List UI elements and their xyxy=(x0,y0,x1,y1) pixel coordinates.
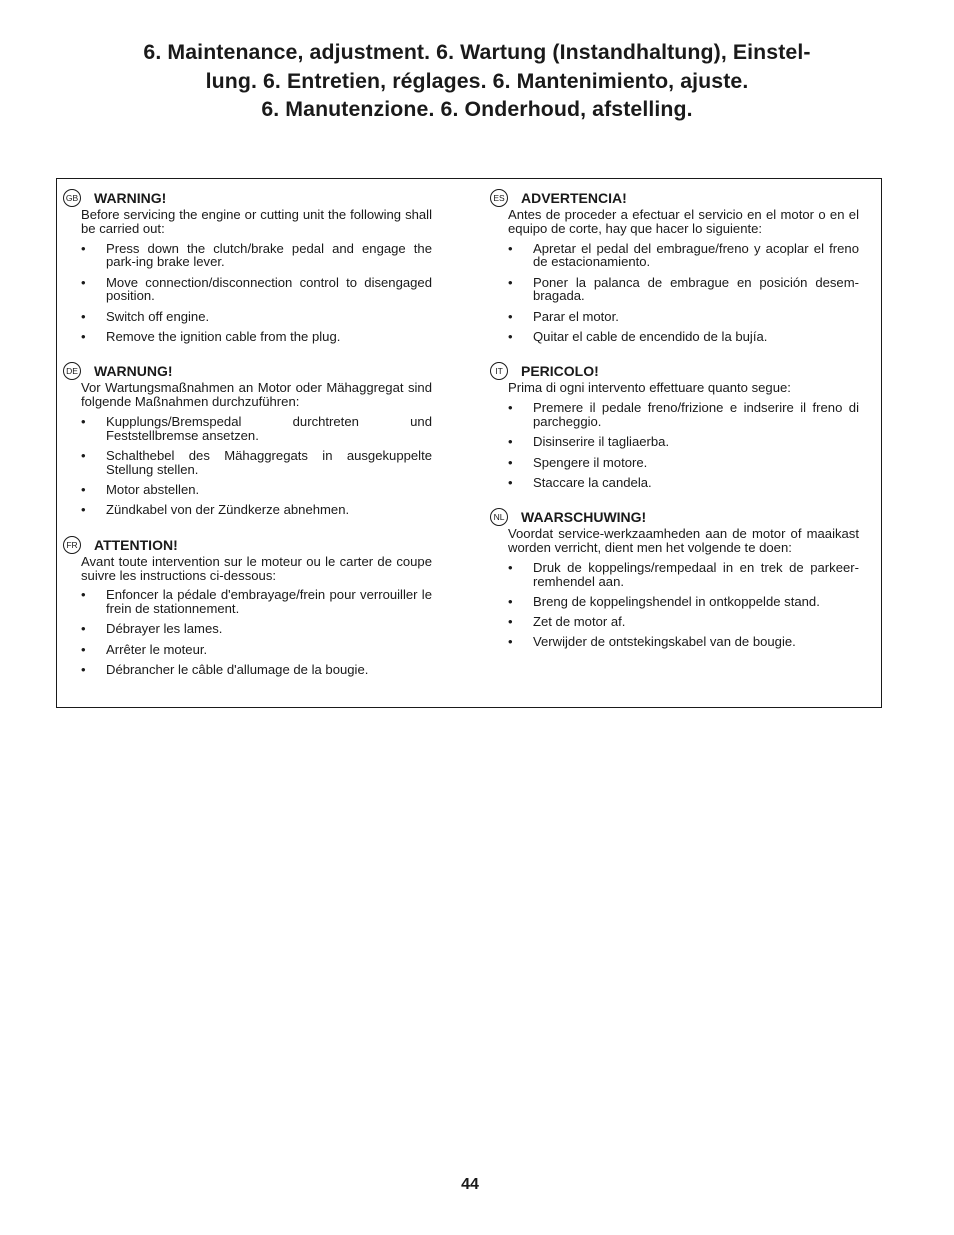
page-number: 44 xyxy=(461,1176,479,1193)
title-line: 6. Maintenance, adjustment. 6. Wartung (Instandhaltung), Einstel- xyxy=(143,40,811,64)
list-item: • Zet de motor af. xyxy=(533,615,859,629)
language-badge-icon: DE xyxy=(63,362,81,380)
section-nl xyxy=(490,509,859,649)
section-intro: Voordat service-werkzaamheden aan de motor of maaikast worden verricht, dient men het volgende te doen: xyxy=(508,526,859,555)
page-title xyxy=(40,38,914,124)
section-it xyxy=(490,363,859,489)
list-item: • Schalthebel des Mähaggregats in ausgekuppelte Stellung stellen. xyxy=(106,449,432,477)
section-es xyxy=(490,190,859,344)
language-badge-icon: IT xyxy=(490,362,508,380)
instruction-list xyxy=(490,401,859,489)
section-header xyxy=(490,363,859,379)
list-item: • Disinserire il tagliaerba. xyxy=(533,435,859,449)
section-heading: PERICOLO! xyxy=(521,363,599,380)
section-header xyxy=(490,509,859,525)
language-badge-icon: FR xyxy=(63,536,81,554)
list-item: • Quitar el cable de encendido de la bujía. xyxy=(533,330,859,344)
list-item: • Motor abstellen. xyxy=(106,483,432,497)
language-badge-icon: GB xyxy=(63,189,81,207)
language-badge-icon: NL xyxy=(490,508,508,526)
list-item: • Premere il pedale freno/frizione e indserire il freno di parcheggio. xyxy=(533,401,859,429)
list-item: • Arrêter le moteur. xyxy=(106,643,432,657)
section-intro: Vor Wartungsmaßnahmen an Motor oder Mähaggregat sind folgende Maßnahmen durchzuführen: xyxy=(81,380,432,410)
list-item: • Enfoncer la pédale d'embrayage/frein pour verrouiller le frein de stationnement. xyxy=(106,588,432,616)
section-gb xyxy=(63,190,432,344)
safety-warning-box xyxy=(56,178,882,708)
left-column xyxy=(63,190,432,696)
list-item: • Débrayer les lames. xyxy=(106,622,432,636)
section-heading: WAARSCHUWING! xyxy=(521,509,647,526)
section-header xyxy=(63,363,432,379)
section-intro: Prima di ogni intervento effettuare quanto segue: xyxy=(508,380,791,396)
list-item: • Remove the ignition cable from the plug. xyxy=(106,330,432,344)
list-item: • Druk de koppelings/rempedaal in en trek de parkeer-remhendel aan. xyxy=(533,561,859,589)
list-item: • Spengere il motore. xyxy=(533,456,859,470)
list-item: • Staccare la candela. xyxy=(533,476,859,490)
section-intro: Antes de proceder a efectuar el servicio en el motor o en el equipo de corte, hay que hacer lo siguiente: xyxy=(508,207,859,236)
list-item: • Switch off engine. xyxy=(106,310,432,324)
list-item: • Verwijder de ontstekingskabel van de bougie. xyxy=(533,635,859,649)
section-heading: ATTENTION! xyxy=(94,536,178,553)
section-header xyxy=(63,190,432,206)
list-item: • Breng de koppelingshendel in ontkoppelde stand. xyxy=(533,595,859,609)
list-item: • Press down the clutch/brake pedal and engage the park-ing brake lever. xyxy=(106,242,432,270)
list-item: • Poner la palanca de embrague en posición desem-bragada. xyxy=(533,276,859,304)
instruction-list xyxy=(63,415,432,517)
title-line: lung. 6. Entretien, réglages. 6. Mantenimiento, ajuste. xyxy=(205,68,749,93)
section-heading: ADVERTENCIA! xyxy=(521,190,627,206)
section-intro: Avant toute intervention sur le moteur ou le carter de coupe suivre les instructions ci-dessous: xyxy=(81,553,432,583)
right-column xyxy=(490,190,859,669)
section-de xyxy=(63,363,432,517)
list-item: • Parar el motor. xyxy=(533,310,859,324)
list-item: • Apretar el pedal del embrague/freno y acoplar el freno de estacionamiento. xyxy=(533,242,859,270)
instruction-list xyxy=(490,561,859,649)
list-item: • Kupplungs/Bremspedal durchtreten und Feststellbremse ansetzen. xyxy=(106,415,432,443)
section-intro: Before servicing the engine or cutting unit the following shall be carried out: xyxy=(81,207,432,236)
list-item: • Move connection/disconnection control to disengaged position. xyxy=(106,276,432,304)
language-badge-icon: ES xyxy=(490,189,508,207)
section-heading: WARNING! xyxy=(94,190,167,206)
instruction-list xyxy=(490,242,859,344)
instruction-list xyxy=(63,242,432,344)
list-item: • Zündkabel von der Zündkerze abnehmen. xyxy=(106,503,432,517)
section-header xyxy=(63,537,432,553)
section-heading: WARNUNG! xyxy=(94,363,173,380)
section-header xyxy=(490,190,859,206)
section-fr xyxy=(63,537,432,677)
title-line: 6. Manutenzione. 6. Onderhoud, afstelling. xyxy=(261,97,693,121)
instruction-list xyxy=(63,588,432,676)
list-item: • Débrancher le câble d'allumage de la bougie. xyxy=(106,663,432,677)
